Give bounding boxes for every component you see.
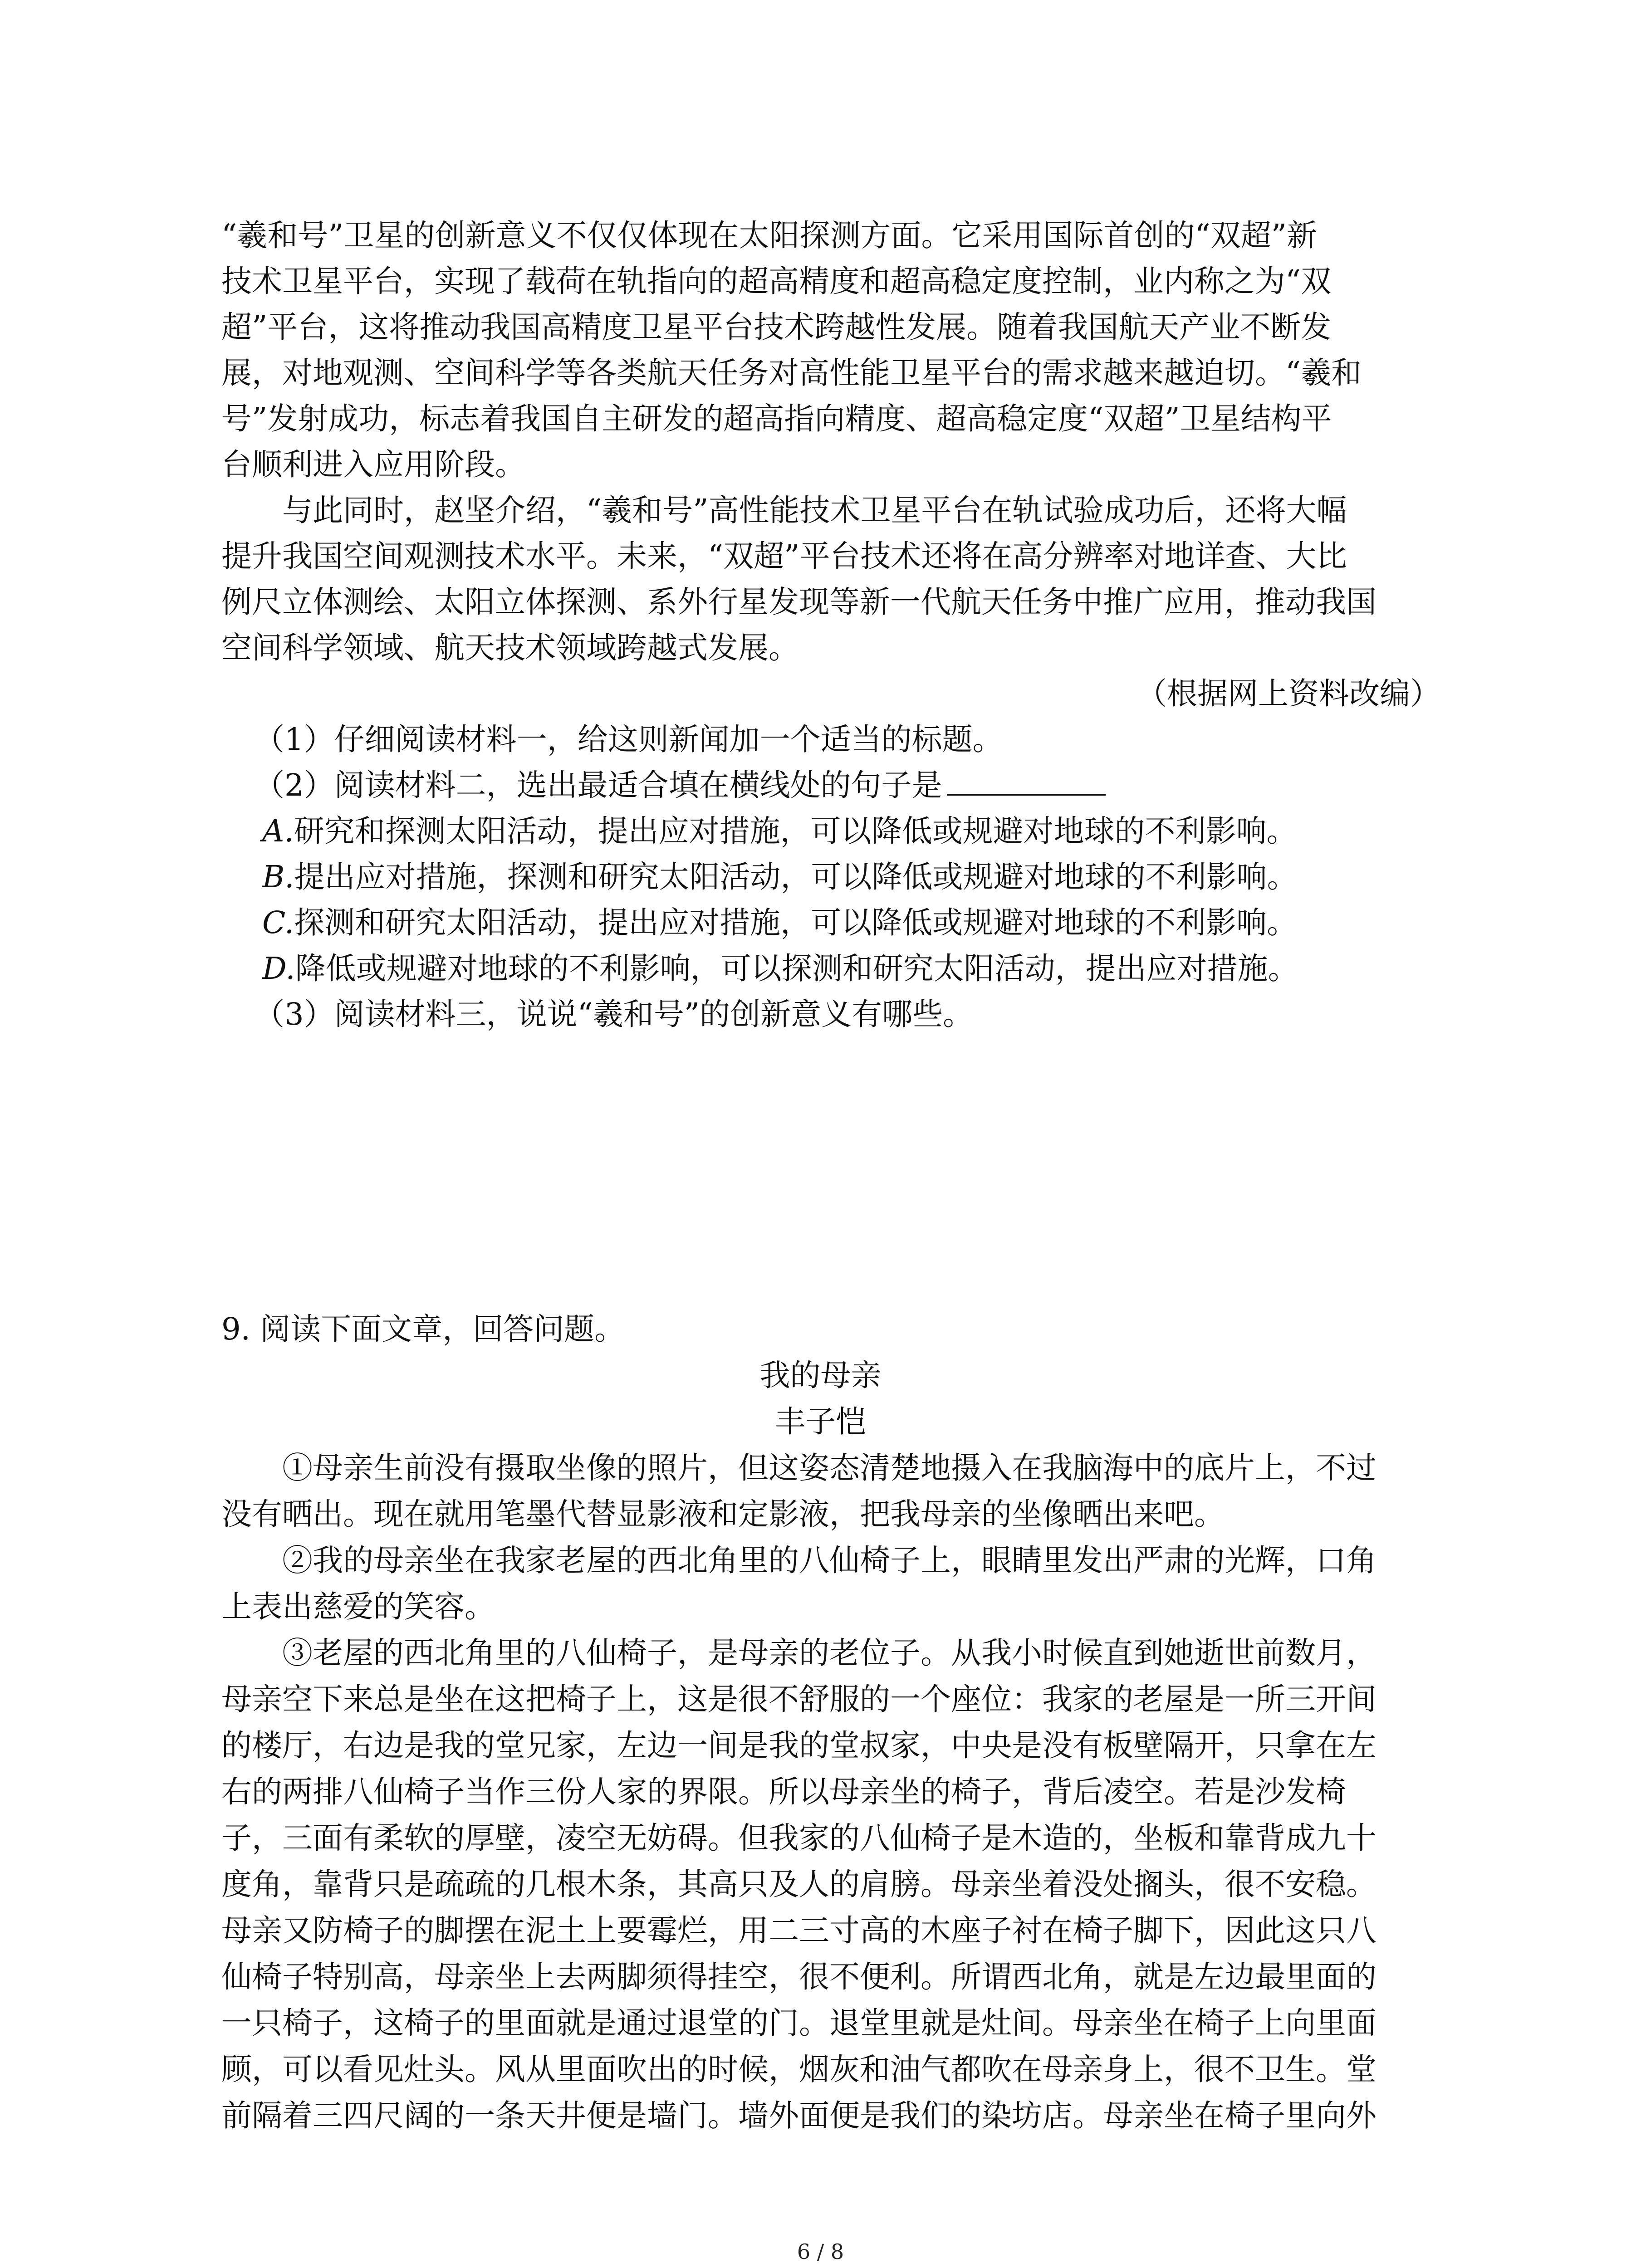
text-line: “羲和号”卫星的创新意义不仅仅体现在太阳探测方面。它采用国际首创的“双超”新 — [221, 218, 1318, 253]
text-line: 技术卫星平台，实现了载荷在轨指向的超高精度和超高稳定度控制，业内称之为“双 — [221, 264, 1332, 299]
text-line: 超”平台，这将推动我国高精度卫星平台技术跨越性发展。随着我国航天产业不断发 — [221, 309, 1332, 345]
text-line: 仙椅子特别高，母亲坐上去两脚须得挂空，很不便利。所谓西北角，就是左边最里面的 — [221, 1959, 1376, 1994]
text-line: 顾，可以看见灶头。风从里面吹出的时候，烟灰和油气都吹在母亲身上，很不卫生。堂 — [221, 2052, 1376, 2087]
option-letter: C. — [262, 905, 294, 940]
option-b — [0, 854, 1641, 899]
text-line: 台顺利进入应用阶段。 — [221, 447, 525, 482]
text-line: 例尺立体测绘、太阳立体探测、系外行星发现等新一代航天任务中推广应用，推动我国 — [221, 584, 1376, 620]
text-line: 上表出慈爱的笑容。 — [221, 1589, 495, 1624]
text-line: 没有晒出。现在就用笔墨代替显影液和定影液，把我母亲的坐像晒出来吧。 — [221, 1496, 1225, 1532]
text-line: 前隔着三四尺阔的一条天井便是墙门。墙外面便是我们的染坊店。母亲坐在椅子里向外 — [221, 2098, 1376, 2133]
text-line: 展，对地观测、空间科学等各类航天任务对高性能卫星平台的需求越来越迫切。“羲和 — [221, 355, 1362, 391]
text-line: 空间科学领域、航天技术领域跨越式发展。 — [221, 630, 799, 665]
option-text: 研究和探测太阳活动，提出应对措施，可以降低或规避对地球的不利影响。 — [294, 813, 1297, 849]
text-line: ③老屋的西北角里的八仙椅子，是母亲的老位子。从我小时候直到她逝世前数月， — [282, 1635, 1376, 1671]
text-line: 号”发射成功，标志着我国自主研发的超高指向精度、超高稳定度“双超”卫星结构平 — [221, 401, 1332, 436]
option-c — [0, 900, 1641, 945]
answer-blank — [947, 791, 1106, 796]
option-a — [0, 808, 1641, 854]
text-line: ②我的母亲坐在我家老屋的西北角里的八仙椅子上，眼睛里发出严肃的光辉，口角 — [282, 1543, 1376, 1578]
text-line: 子，三面有柔软的厚壁，凌空无妨碍。但我家的八仙椅子是木造的，坐板和靠背成九十 — [221, 1820, 1376, 1856]
text-line: ①母亲生前没有摄取坐像的照片，但这姿态清楚地摄入在我脑海中的底片上，不过 — [282, 1450, 1376, 1486]
option-text: 降低或规避对地球的不利影响，可以探测和研究太阳活动，提出应对措施。 — [295, 951, 1298, 986]
source-note: （根据网上资料改编） — [1136, 676, 1440, 711]
text-line: 的楼厅，右边是我的堂兄家，左边一间是我的堂叔家，中央是没有板壁隔开，只拿在左 — [221, 1728, 1376, 1763]
text-line: 右的两排八仙椅子当作三份人家的界限。所以母亲坐的椅子，背后凌空。若是沙发椅 — [221, 1774, 1346, 1809]
question-3: （3）阅读材料三，说说“羲和号”的创新意义有哪些。 — [254, 997, 974, 1032]
text-line: 与此同时，赵坚介绍，“羲和号”高性能技术卫星平台在轨试验成功后，还将大幅 — [282, 493, 1347, 528]
option-text: 探测和研究太阳活动，提出应对措施，可以降低或规避对地球的不利影响。 — [294, 905, 1298, 940]
text-line: 一只椅子，这椅子的里面就是通过退堂的门。退堂里就是灶间。母亲坐在椅子上向里面 — [221, 2005, 1376, 2041]
option-d — [0, 946, 1641, 991]
option-letter: D. — [262, 951, 295, 986]
article-author: 丰子恺 — [775, 1404, 866, 1439]
text-line: 提升我国空间观测技术水平。未来，“双超”平台技术还将在高分辨率对地详查、大比 — [221, 538, 1347, 574]
option-letter: A. — [262, 813, 294, 849]
text-line: 度角，靠背只是疏疏的几根木条，其高只及人的肩膀。母亲坐着没处搁头，很不安稳。 — [221, 1867, 1376, 1902]
page-number: 6 / 8 — [797, 2239, 844, 2264]
option-letter: B. — [262, 859, 294, 894]
question-9-prompt: 9. 阅读下面文章，回答问题。 — [221, 1311, 625, 1347]
text-line: 母亲空下来总是坐在这把椅子上，这是很不舒服的一个座位：我家的老屋是一所三开间 — [221, 1681, 1376, 1717]
text-line: 母亲又防椅子的脚摆在泥土上要霉烂，用二三寸高的木座子衬在椅子脚下，因此这只八 — [221, 1913, 1376, 1948]
option-text: 提出应对措施，探测和研究太阳活动，可以降低或规避对地球的不利影响。 — [294, 859, 1298, 894]
question-2-text: （2）阅读材料二，选出最适合填在横线处的句子是 — [254, 767, 942, 803]
question-2 — [0, 763, 1641, 808]
article-title: 我的母亲 — [759, 1358, 882, 1393]
question-1: （1）仔细阅读材料一，给这则新闻加一个适当的标题。 — [254, 722, 1003, 757]
